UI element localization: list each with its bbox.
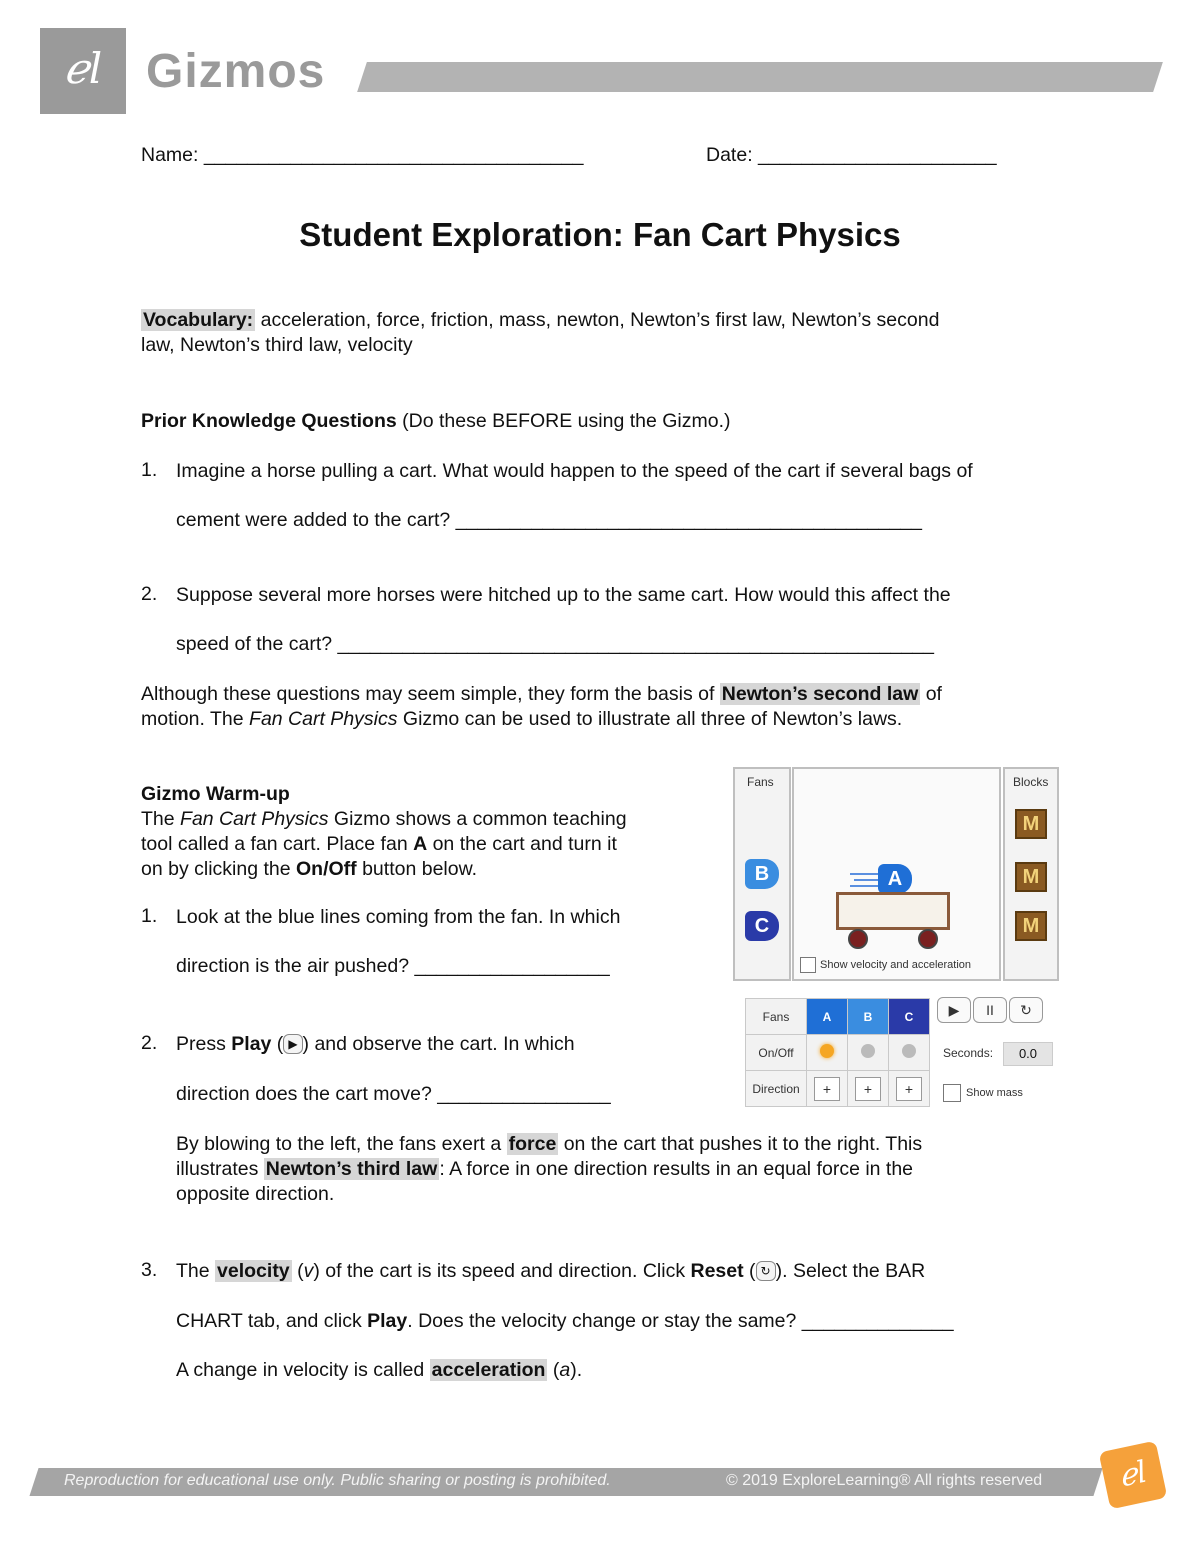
q2-b: ( <box>271 1033 284 1055</box>
force-c: illustrates <box>176 1158 264 1180</box>
seconds-value: 0.0 <box>1003 1042 1053 1066</box>
warmup-intro <box>141 782 701 882</box>
force-d: : A force in one direction results in an equal force in the <box>439 1158 914 1180</box>
date-field[interactable]: Date: ______________________ <box>706 144 997 166</box>
brand-name: Gizmos <box>146 45 326 98</box>
vocabulary-text-2: law, Newton’s third law, velocity <box>141 334 413 356</box>
air-line <box>850 873 880 875</box>
para-text-d: Gizmo can be used to illustrate all three of Newton’s laws. <box>397 708 903 730</box>
onoff-b-cell[interactable] <box>848 1035 889 1071</box>
para-text-c: motion. The <box>141 708 250 730</box>
onoff-a-button[interactable] <box>820 1044 834 1058</box>
warmup-q2-answer[interactable]: direction does the cart move? ________________ <box>176 1083 611 1105</box>
blocks-tray-label: Blocks <box>1013 775 1049 789</box>
acceleration-term: acceleration <box>431 1359 546 1381</box>
q3-g: . Does the velocity change or stay the same? ______________ <box>407 1310 954 1332</box>
air-line <box>850 885 880 887</box>
q3-d: ( <box>743 1260 756 1282</box>
show-mass-label: Show mass <box>966 1087 1023 1099</box>
fan-b-icon[interactable]: B <box>745 859 779 889</box>
intro-f: button below. <box>356 858 478 880</box>
force-b: on the cart that pushes it to the right. This <box>558 1133 923 1155</box>
q3-reset: Reset <box>690 1260 744 1282</box>
direction-a-cell[interactable] <box>807 1071 848 1107</box>
warmup-q2-line1 <box>176 1032 575 1057</box>
q2-play: Play <box>231 1033 272 1055</box>
reset-icon: ↻ <box>756 1261 776 1281</box>
direction-c-cell[interactable] <box>889 1071 930 1107</box>
force-term: force <box>508 1133 557 1155</box>
direction-c-button[interactable]: + <box>896 1077 922 1101</box>
intro-e: on by clicking the <box>141 858 297 880</box>
warmup-q3-answer[interactable] <box>176 1309 954 1334</box>
warmup-q3-line1 <box>176 1259 925 1284</box>
prior-q2-answer[interactable]: speed of the cart? _______________________________________________________ <box>176 633 934 655</box>
prior-heading <box>141 409 731 434</box>
footer-notice: Reproduction for educational use only. Public sharing or posting is prohibited. <box>64 1472 611 1489</box>
seconds-label: Seconds: <box>943 1046 994 1060</box>
intro-onoff: On/Off <box>296 858 357 880</box>
accel-b: ( <box>547 1359 560 1381</box>
ctl-fans-label: Fans <box>746 999 807 1035</box>
gizmo-name: Fan Cart Physics <box>249 708 398 730</box>
prior-q2-line1: Suppose several more horses were hitched up to the same cart. How would this affect the <box>176 584 951 606</box>
air-line <box>854 879 880 881</box>
onoff-a-cell[interactable] <box>807 1035 848 1071</box>
acceleration-symbol: a <box>559 1359 571 1381</box>
q3-c: ) of the cart is its speed and direction. Click <box>313 1260 691 1282</box>
accel-a: A change in velocity is called <box>176 1359 430 1381</box>
vocabulary <box>141 308 1061 358</box>
prior-heading-label: Prior Knowledge Questions <box>141 410 397 432</box>
intro-gizmo-name: Fan Cart Physics <box>180 808 329 830</box>
intro-d: on the cart and turn it <box>427 833 617 855</box>
force-a: By blowing to the left, the fans exert a <box>176 1133 507 1155</box>
cart-wheel <box>918 929 938 949</box>
acceleration-sentence <box>176 1358 582 1383</box>
q3-a: The <box>176 1260 216 1282</box>
accel-c: ). <box>570 1359 583 1381</box>
show-mass-checkbox[interactable] <box>943 1084 961 1102</box>
footer-copyright: © 2019 ExploreLearning® All rights reserved <box>726 1472 1043 1489</box>
q3-b: ( <box>291 1260 304 1282</box>
explorelearning-logo: ℯl <box>1099 1441 1168 1510</box>
warmup-q1-line1: Look at the blue lines coming from the fan. In which <box>176 906 621 928</box>
col-b-header: B <box>848 999 889 1035</box>
velocity-term: velocity <box>217 1260 290 1282</box>
onoff-c-button[interactable] <box>902 1044 916 1058</box>
mass-block[interactable]: M <box>1015 809 1047 839</box>
logo-mark: ℯl <box>63 44 103 93</box>
reset-button[interactable]: ↻ <box>1009 997 1043 1023</box>
prior-q2-number: 2. <box>141 583 158 605</box>
warmup-q1-answer[interactable]: direction is the air pushed? __________________ <box>176 955 610 977</box>
blocks-tray <box>1003 767 1059 981</box>
fan-control-table <box>745 998 930 1107</box>
pause-button[interactable]: II <box>973 997 1007 1023</box>
ctl-direction-label: Direction <box>746 1071 807 1107</box>
newton-second-law-paragraph <box>141 682 1061 732</box>
q2-a: Press <box>176 1033 232 1055</box>
gizmos-logo <box>40 28 126 114</box>
prior-heading-note: (Do these BEFORE using the Gizmo.) <box>396 410 731 432</box>
name-field[interactable]: Name: ___________________________________ <box>141 144 584 166</box>
onoff-c-cell[interactable] <box>889 1035 930 1071</box>
mass-block[interactable]: M <box>1015 862 1047 892</box>
col-a-header: A <box>807 999 848 1035</box>
force-e: opposite direction. <box>176 1183 335 1205</box>
intro-fan-a: A <box>413 833 428 855</box>
onoff-b-button[interactable] <box>861 1044 875 1058</box>
header-bar <box>357 62 1163 92</box>
warmup-heading: Gizmo Warm-up <box>141 783 290 805</box>
warmup-q2-number: 2. <box>141 1032 158 1054</box>
col-c-header: C <box>889 999 930 1035</box>
newton-third-law-paragraph <box>176 1132 1036 1207</box>
intro-a: The <box>141 808 181 830</box>
cart-wheel <box>848 929 868 949</box>
cart-stage <box>792 767 1001 981</box>
direction-b-button[interactable]: + <box>855 1077 881 1101</box>
fans-tray-label: Fans <box>747 775 774 789</box>
ctl-onoff-label: On/Off <box>746 1035 807 1071</box>
vocabulary-label: Vocabulary: <box>143 309 254 331</box>
show-velocity-label: Show velocity and acceleration <box>820 959 972 971</box>
fan-cart[interactable] <box>836 892 950 930</box>
warmup-q3-number: 3. <box>141 1259 158 1281</box>
para-text-a: Although these questions may seem simple, they form the basis of <box>141 683 720 705</box>
play-button[interactable]: ▶ <box>937 997 971 1023</box>
prior-q1-answer[interactable]: cement were added to the cart? ___________________________________________ <box>176 509 922 531</box>
page-title: Student Exploration: Fan Cart Physics <box>299 216 901 253</box>
newton-second-law-term: Newton’s second law <box>721 683 919 705</box>
play-icon: ▶ <box>283 1034 302 1054</box>
intro-c: tool called a fan cart. Place fan <box>141 833 414 855</box>
q2-c: ) and observe the cart. In which <box>302 1033 575 1055</box>
q3-play: Play <box>367 1310 408 1332</box>
para-text-b: of <box>920 683 942 705</box>
q3-f: CHART tab, and click <box>176 1310 368 1332</box>
fans-tray <box>733 767 791 981</box>
warmup-q1-number: 1. <box>141 905 158 927</box>
show-velocity-checkbox[interactable] <box>800 957 816 973</box>
velocity-symbol: v <box>303 1260 314 1282</box>
intro-b: Gizmo shows a common teaching <box>328 808 627 830</box>
direction-b-cell[interactable] <box>848 1071 889 1107</box>
q3-e: ). Select the BAR <box>775 1260 926 1282</box>
mass-block[interactable]: M <box>1015 911 1047 941</box>
fan-a-icon[interactable]: A <box>878 864 912 894</box>
newton-third-law-term: Newton’s third law <box>265 1158 438 1180</box>
prior-q1-number: 1. <box>141 459 158 481</box>
prior-q1-line1: Imagine a horse pulling a cart. What would happen to the speed of the cart if several bags of <box>176 460 973 482</box>
direction-a-button[interactable]: + <box>814 1077 840 1101</box>
fan-c-icon[interactable]: C <box>745 911 779 941</box>
vocabulary-text: acceleration, force, friction, mass, newton, Newton’s first law, Newton’s second <box>255 309 940 331</box>
